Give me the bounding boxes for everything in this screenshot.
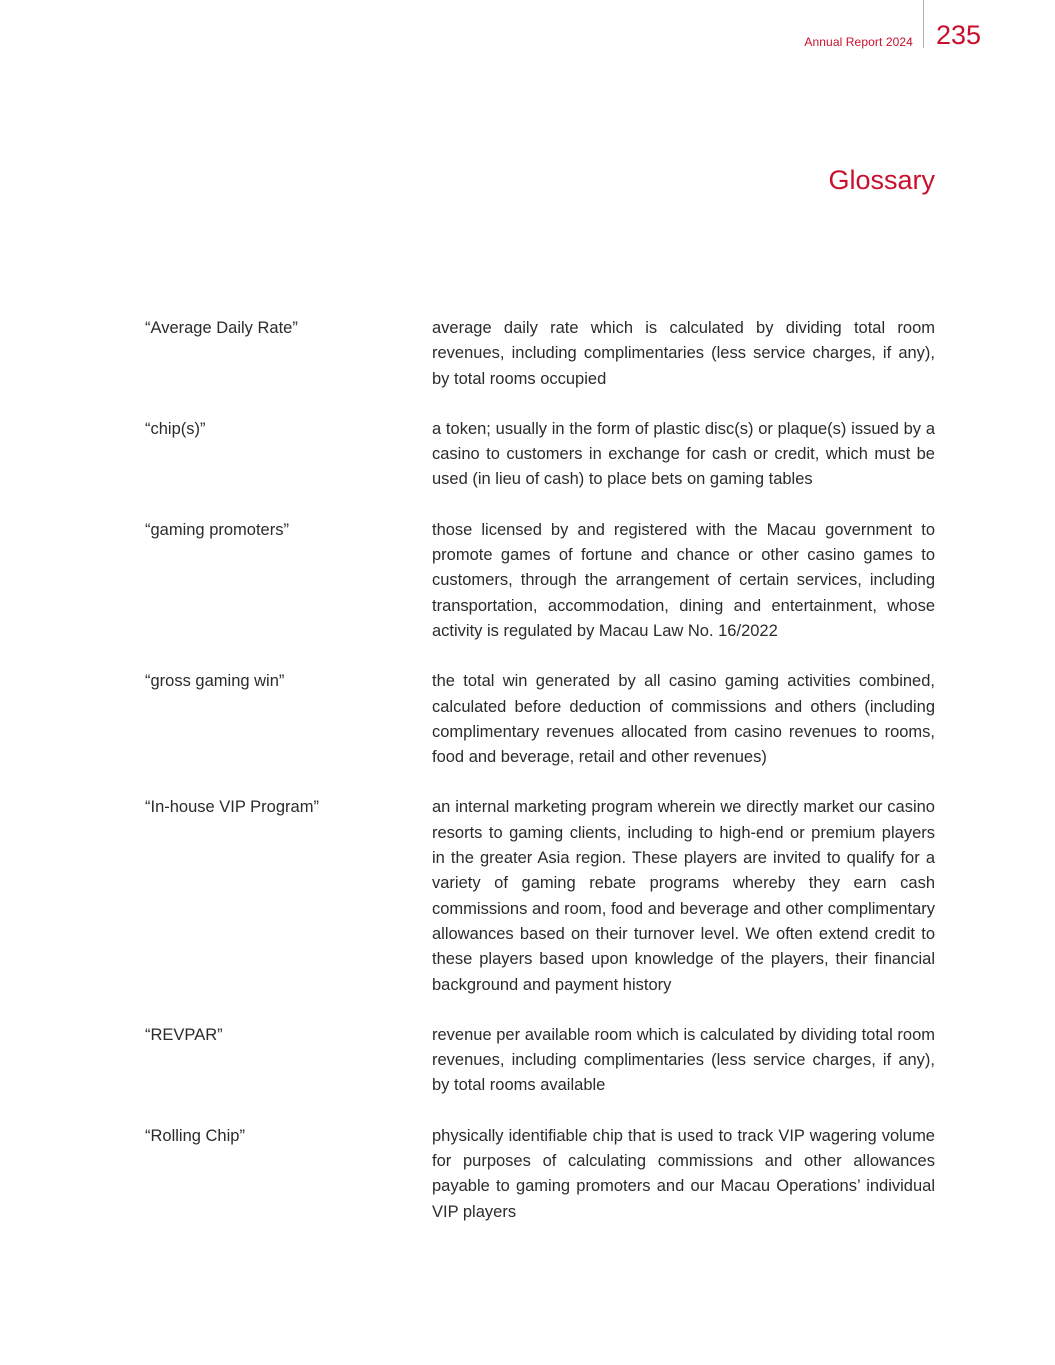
glossary-term: “chip(s)” [145, 419, 206, 438]
glossary-definition: revenue per available room which is calculated by dividing total room revenues, including complimentaries (less service charges, if any), by total rooms available [432, 1025, 935, 1095]
glossary-term: “REVPAR” [145, 1025, 223, 1044]
glossary-definition: an internal marketing program wherein we directly market our casino resorts to gaming clients, including to high-end or premium players in the greater Asia region. These players are invited to qualify for a variety of gaming rebate programs whereby they earn cash commissions and room, food and beverage and other complimentary allowances based on their turnover level. We often extend credit to these players based upon knowledge of the players, their financial background and payment history [432, 798, 935, 994]
glossary-list [145, 316, 935, 1250]
glossary-entry-average-daily-rate [145, 316, 935, 392]
page-title: Glossary [828, 165, 935, 195]
glossary-term: “gross gaming win” [145, 672, 285, 691]
page-header [804, 0, 981, 60]
header-divider [923, 0, 924, 48]
glossary-term: “Rolling Chip” [145, 1126, 245, 1145]
glossary-term: “Average Daily Rate” [145, 319, 298, 337]
glossary-definition: the total win generated by all casino gaming activities combined, calculated before deduction of commissions and others (including complimentary revenues allocated from casino revenues to rooms, food and beverage, retail and other revenues) [432, 672, 935, 767]
glossary-entry-rolling-chip [145, 1124, 935, 1225]
glossary-definition: a token; usually in the form of plastic disc(s) or plaque(s) issued by a casino to customers in exchange for cash or credit, which must be used (in lieu of cash) to place bets on gaming tables [432, 419, 935, 489]
glossary-entry-gaming-promoters [145, 518, 935, 644]
report-label: Annual Report 2024 [804, 35, 913, 49]
glossary-entry-chips [145, 417, 935, 493]
glossary-entry-gross-gaming-win [145, 669, 935, 770]
glossary-term: “gaming promoters” [145, 520, 289, 539]
glossary-definition: those licensed by and registered with the Macau government to promote games of fortune and chance or other casino games to customers, through the arrangement of certain services, including transportation, accommodation, dining and entertainment, whose activity is regulated by Macau Law No. 16/2022 [432, 520, 935, 640]
page-number: 235 [935, 20, 981, 50]
glossary-definition: average daily rate which is calculated by dividing total room revenues, including complimentaries (less service charges, if any), by total rooms occupied [432, 319, 935, 388]
glossary-entry-revpar [145, 1023, 935, 1099]
glossary-entry-in-house-vip-program [145, 795, 935, 997]
glossary-term: “In-house VIP Program” [145, 798, 319, 817]
glossary-definition: physically identifiable chip that is used to track VIP wagering volume for purposes of calculating commissions and other allowances payable to gaming promoters and our Macau Operations’ individual VIP players [432, 1126, 935, 1221]
